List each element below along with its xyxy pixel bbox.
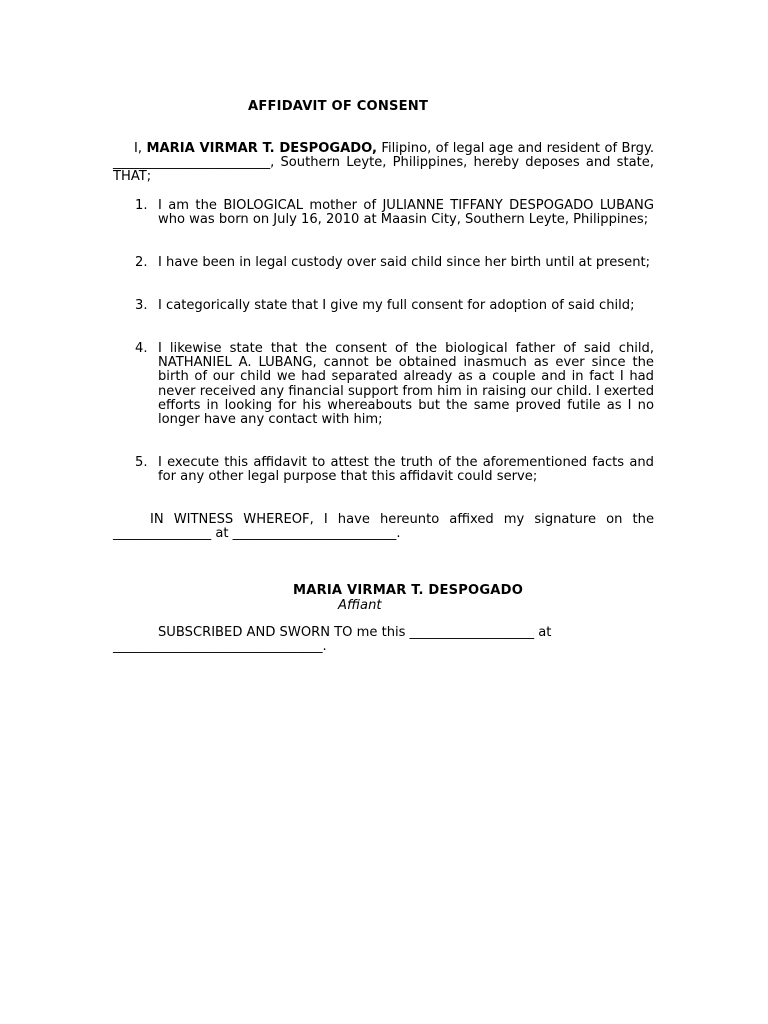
list-item-number: 4. [135, 341, 148, 356]
list-item-number: 5. [135, 455, 148, 470]
intro-paragraph [113, 142, 654, 185]
list-item-text: I categorically state that I give my full consent for adoption of said child; [158, 298, 635, 313]
list-item [113, 342, 654, 427]
affiant-name: MARIA VIRMAR T. DESPOGADO, [146, 141, 377, 156]
document-title: AFFIDAVIT OF CONSENT [248, 99, 429, 114]
statement-list-5 [113, 456, 654, 484]
list-item-number: 2. [135, 255, 148, 270]
list-item [113, 199, 654, 227]
signatory-role: Affiant [338, 598, 382, 613]
list-item-number: 1. [135, 198, 148, 213]
list-item-text: I am the BIOLOGICAL mother of JULIANNE TIFFANY DESPOGADO LUBANG who was born on July 16, 2010 at Maasin City, Southern Leyte, Philippines; [158, 198, 654, 228]
sworn-paragraph [113, 626, 654, 654]
list-item-text: I execute this affidavit to attest the truth of the aforementioned facts and for any other legal purpose that this affidavit could serve; [158, 455, 654, 485]
sworn-text: SUBSCRIBED AND SWORN TO me this ___________________ at ________________________________. [113, 625, 552, 655]
list-item-text: I have been in legal custody over said child since her birth until at present; [158, 255, 651, 270]
witness-paragraph [113, 513, 654, 541]
intro-prefix: I, [134, 141, 143, 156]
signatory-name: MARIA VIRMAR T. DESPOGADO [293, 583, 524, 598]
list-item [113, 456, 654, 484]
list-item [113, 299, 654, 313]
intro-text: Filipino, of legal age and resident of Brgy. ________________________, Southern Leyte, Philippines, hereby deposes and state, THAT; [113, 141, 655, 185]
statement-list-2 [113, 256, 654, 270]
list-item [113, 256, 654, 270]
list-item-number: 3. [135, 298, 148, 313]
statement-list-3 [113, 299, 654, 313]
statement-list-4 [113, 342, 654, 427]
statement-list-1 [113, 199, 654, 227]
witness-text: IN WITNESS WHEREOF, I have hereunto affixed my signature on the _______________ at _________________________. [113, 512, 654, 542]
list-item-text: I likewise state that the consent of the biological father of said child, NATHANIEL A. LUBANG, cannot be obtained inasmuch as ever since the birth of our child we had separated already as a couple and in fact I had never received any financial support from him in raising our child. I exerted efforts in looking for his whereabouts but the same proved futile as I no longer have any contact with him; [158, 341, 654, 428]
